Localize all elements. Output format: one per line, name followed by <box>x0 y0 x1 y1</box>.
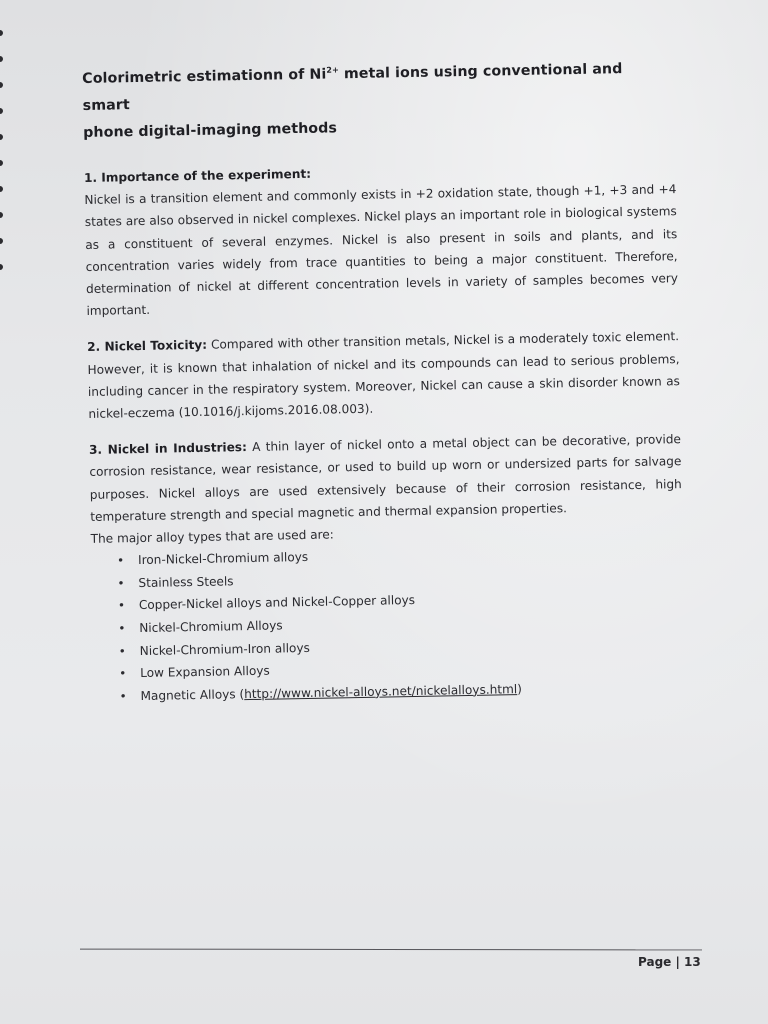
page-number: Page | 13 <box>638 955 701 969</box>
binding-hole <box>0 238 3 244</box>
document-title <box>82 55 675 147</box>
section-toxicity <box>87 326 681 426</box>
section-toxicity-heading: 2. Nickel Toxicity: <box>87 338 208 355</box>
alloy-list-intro: The major alloy types that are used are: <box>90 527 334 546</box>
binding-hole <box>0 30 3 36</box>
bullet-icon: • <box>118 643 126 659</box>
list-item-label: Magnetic Alloys ( <box>140 686 245 703</box>
title-text-start: Colorimetric estimationn of Ni <box>82 66 327 87</box>
list-item-label: Low Expansion Alloys <box>140 663 270 681</box>
title-text-end: metal ions using conventional and smart <box>82 61 623 114</box>
section-importance <box>84 156 679 322</box>
section-industries <box>89 428 686 708</box>
list-item-label: Iron-Nickel-Chromium alloys <box>137 550 309 568</box>
title-superscript: 2+ <box>326 65 339 75</box>
binding-hole <box>0 264 3 270</box>
bullet-icon: • <box>118 621 126 636</box>
binding-hole <box>0 212 3 218</box>
list-item-paren: ) <box>517 681 523 696</box>
alloy-list <box>91 539 686 708</box>
list-item-label: Copper-Nickel alloys and Nickel-Copper alloys <box>138 593 416 613</box>
binding-hole <box>0 134 3 140</box>
binding-hole <box>0 186 3 192</box>
list-item-label: Stainless Steels <box>138 574 234 590</box>
binding-holes <box>0 0 8 1024</box>
binding-hole <box>0 108 3 114</box>
binding-hole <box>0 56 3 62</box>
section-importance-body: Nickel is a transition element and commonly exists in +2 oxidation state, though +1, +3 and +4 states are also observed in nickel complexes. Nickel plays an important role in biological systems as a constituent of several enzymes. Nickel is also present in soils and plants, and its concentration varies widely from trace quantities to being a major constituent. Therefore, determination of nickel at different concentration levels in variety of samples becomes very important. <box>84 182 679 319</box>
bullet-icon: • <box>116 553 125 568</box>
section-industries-heading: 3. Nickel in Industries: <box>88 440 248 458</box>
footer-divider <box>80 949 702 951</box>
section-industries-body: A thin layer of nickel onto a metal object can be decorative, provide corrosion resistance, wear resistance, or used to build up worn or undersized parts for salvage purposes. Nickel alloys are used extensively because of their corrosion resistance, high temperature strength and special magnetic and thermal expansion properties. <box>89 432 682 524</box>
section-toxicity-body: Compared with other transition metals, Nickel is a moderately toxic element. However, it is known that inhalation of nickel and its compounds can lead to serious problems, including cancer in the respiratory system. Moreover, Nickel can cause a skin disorder known as nickel-eczema (10.1016/j.kijoms.2016.08.003). <box>87 329 680 421</box>
bullet-icon: • <box>117 576 125 591</box>
binding-hole <box>0 82 3 88</box>
bullet-icon: • <box>119 689 127 704</box>
section-importance-heading: 1. Importance of the experiment: <box>83 166 312 185</box>
bullet-icon: • <box>119 666 127 681</box>
page-content <box>82 55 686 708</box>
list-item-label: Nickel-Chromium Alloys <box>139 618 283 636</box>
nickel-alloys-link[interactable]: http://www.nickel-alloys.net/nickelalloys.html <box>244 681 518 701</box>
title-line-2: phone digital-imaging methods <box>83 120 338 141</box>
bullet-icon: • <box>117 598 126 613</box>
list-item-label: Nickel-Chromium-Iron alloys <box>139 640 310 658</box>
binding-hole <box>0 160 3 166</box>
